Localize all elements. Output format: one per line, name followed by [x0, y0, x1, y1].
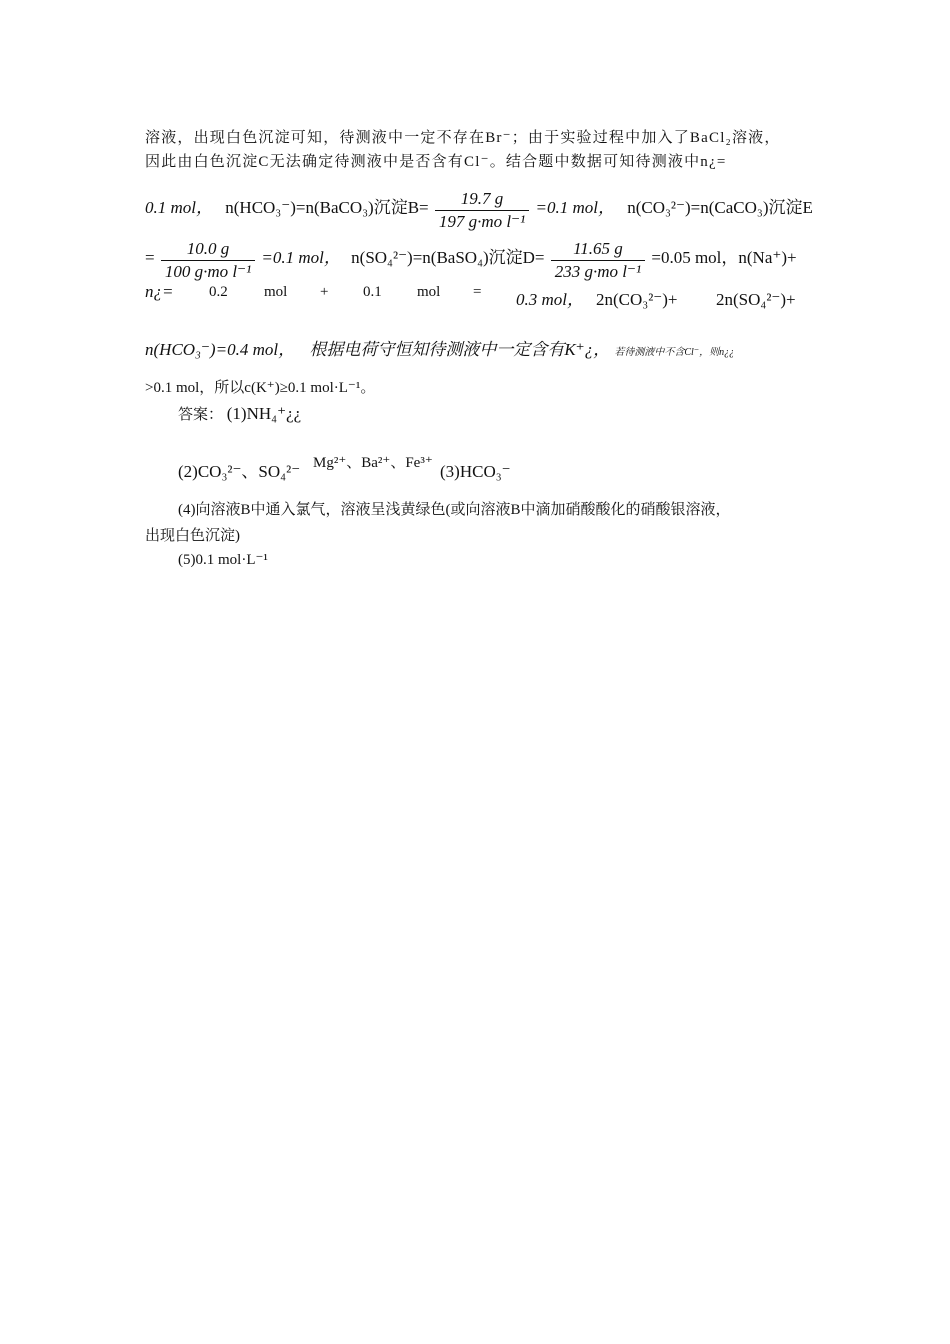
formula-text: n¿=	[145, 282, 174, 301]
text-token: mol	[264, 284, 288, 300]
value-text: =0.1 mol，	[535, 198, 615, 217]
fraction-denominator: 233 g·mo l⁻¹	[554, 262, 642, 281]
text-token: mol	[417, 284, 441, 300]
answer-2-cations: Mg²⁺、Ba²⁺、Fe³⁺	[313, 455, 433, 471]
text-line-4	[145, 238, 797, 283]
value-text: =0.1 mol，	[261, 248, 341, 267]
formula-text: n(CO₃²⁻)=n(CaCO₃)沉淀E	[627, 198, 813, 217]
fraction	[435, 188, 529, 233]
fraction	[161, 238, 255, 283]
fraction-denominator: 100 g·mo l⁻¹	[164, 262, 252, 281]
text-line-5	[145, 282, 173, 302]
text-line-7: >0.1 mol，所以c(K⁺)≥0.1 mol·L⁻¹。	[145, 380, 376, 396]
text-line-3	[145, 188, 813, 233]
answer-1: (1)NH₄⁺¿¿	[226, 404, 302, 423]
text-line-6	[145, 340, 734, 363]
fraction-numerator: 19.7 g	[435, 188, 529, 211]
text-line-2: 因此由白色沉淀C无法确定待测液中是否含有Cl⁻。结合题中数据可知待测液中n¿=	[145, 154, 727, 170]
answer-4-line-1: (4)向溶液B中通入氯气，溶液呈浅黄绿色(或向溶液B中滴加硝酸酸化的硝酸银溶液，	[178, 502, 731, 518]
text-line-1: 溶液，出现白色沉淀可知，待测液中一定不存在Br⁻；由于实验过程中加入了BaCl₂溶液，	[145, 130, 781, 146]
text-token: 0.1	[363, 284, 382, 300]
answer-2	[178, 462, 300, 482]
conclusion-text: 根据电荷守恒知待测液中一定含有K⁺¿，	[309, 340, 611, 359]
fraction	[551, 238, 645, 283]
answer-5: (5)0.1 mol·L⁻¹	[178, 552, 268, 568]
answer-2-ions: (2)CO₃²⁻、SO₄²⁻	[178, 462, 301, 481]
formula-text: n(SO₄²⁻)=n(BaSO₄)沉淀D=	[351, 248, 545, 267]
text-token: 0.2	[209, 284, 228, 300]
value-text: 0.1 mol，	[145, 198, 213, 217]
formula-text: n(HCO₃⁻)=n(BaCO₃)沉淀B=	[225, 198, 429, 217]
fraction-numerator: 11.65 g	[551, 238, 645, 261]
answer-section	[178, 404, 301, 425]
answer-3: (3)HCO₃⁻	[440, 462, 511, 481]
text-token: 0.3 mol，	[516, 290, 584, 309]
text-token: =	[473, 284, 482, 300]
answer-4-line-2: 出现白色沉淀)	[145, 528, 240, 544]
answer-label: 答案：	[178, 405, 224, 423]
equals-sign: =	[145, 248, 155, 267]
note-text: 若待测液中不含Cl⁻，则n¿¿	[614, 347, 735, 358]
formula-text: =0.05 mol，n(Na⁺)+	[651, 248, 797, 267]
text-token: +	[320, 284, 329, 300]
text-token: 2n(SO₄²⁻)+	[716, 290, 796, 309]
fraction-denominator: 197 g·mo l⁻¹	[438, 212, 526, 231]
text-token: 2n(CO₃²⁻)+	[596, 290, 678, 309]
fraction-numerator: 10.0 g	[161, 238, 255, 261]
formula-text: n(HCO₃⁻)=0.4 mol，	[145, 340, 296, 359]
